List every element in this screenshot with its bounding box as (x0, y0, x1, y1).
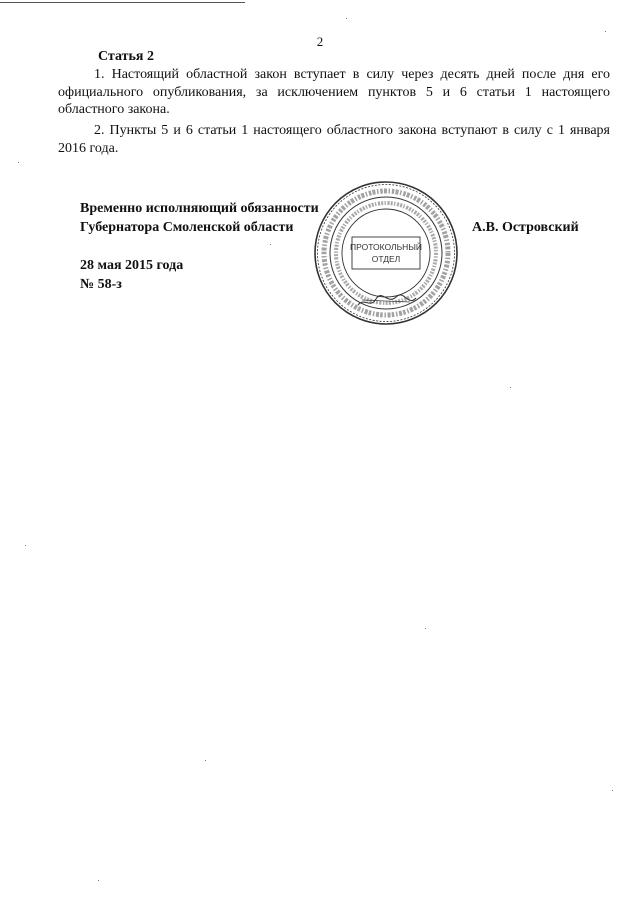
seal-center-text-2: ОТДЕЛ (371, 254, 401, 264)
article-paragraph-1: 1. Настоящий областной закон вступает в силу через десять дней после дня его официального опубликования, за исключением пунктов 5 и 6 статьи 1 настоящего областного закона. (58, 67, 610, 117)
article-heading: Статья 2 (98, 49, 154, 64)
law-number: № 58-з (80, 277, 122, 292)
signatory-title-line-2: Губернатора Смоленской области (80, 220, 294, 235)
article-paragraph-2: 2. Пункты 5 и 6 статьи 1 настоящего областного закона вступают в силу с 1 января 2016 года. (58, 123, 610, 156)
signatory-name: А.В. Островский (472, 220, 579, 235)
official-seal (312, 179, 460, 327)
page-number: 2 (316, 34, 324, 49)
law-date: 28 мая 2015 года (80, 258, 184, 273)
seal-center-text-1: ПРОТОКОЛЬНЫЙ (350, 242, 422, 252)
signatory-title-line-1: Временно исполняющий обязанности (80, 201, 319, 216)
top-rule (0, 2, 245, 3)
